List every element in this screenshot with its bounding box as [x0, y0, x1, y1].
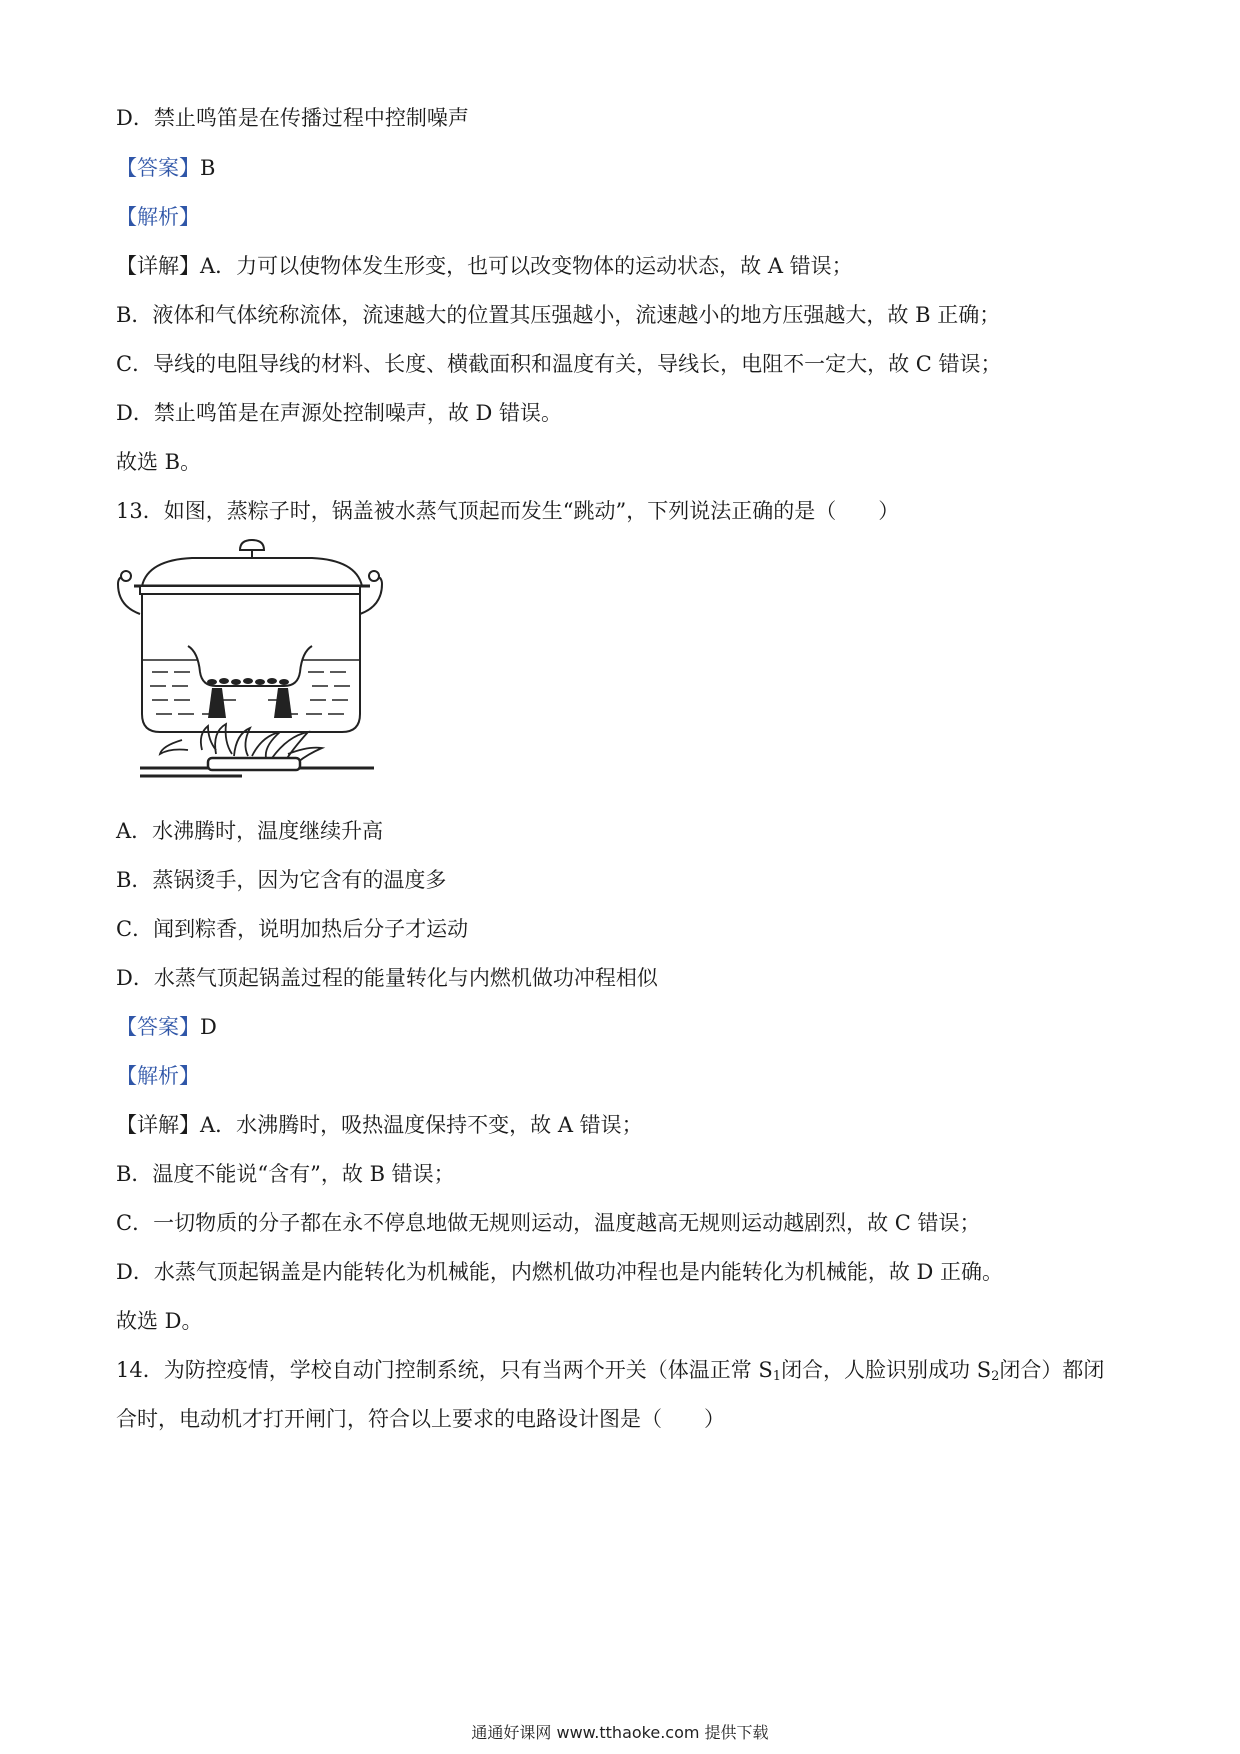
q13-option-c: C．闻到粽香，说明加热后分子才运动	[116, 917, 469, 941]
right-handle	[360, 576, 382, 614]
detail-tag: 【详解】	[116, 254, 200, 278]
zongzi	[207, 678, 289, 685]
q13-answer: D	[200, 1015, 217, 1039]
q13-analysis-tag: 【解析】	[116, 1064, 200, 1088]
q12-detail-a: A．力可以使物体发生形变，也可以改变物体的运动状态，故 A 错误；	[200, 254, 853, 278]
q13-answer-line	[116, 1013, 217, 1041]
q12-option-d: D．禁止鸣笛是在传播过程中控制噪声	[116, 106, 469, 130]
q12-detail-b: B．液体和气体统称流体，流速越大的位置其压强越小，流速越小的地方压强越大，故 B 正确；	[116, 303, 1001, 327]
answer-tag: 【答案】	[116, 1015, 200, 1039]
q14-text-c: 闭合）都闭	[999, 1358, 1105, 1382]
q14-text-a: 14．为防控疫情，学校自动门控制系统，只有当两个开关（体温正常 S	[116, 1358, 773, 1382]
q13-conclusion: 故选 D。	[116, 1309, 203, 1333]
q13-option-a: A．水沸腾时，温度继续升高	[116, 819, 384, 843]
q13-option-b: B．蒸锅烫手，因为它含有的温度多	[116, 868, 447, 892]
page-footer: 通通好课网 www.tthaoke.com 提供下载	[471, 1723, 769, 1742]
q13-detail-c: C．一切物质的分子都在永不停息地做无规则运动，温度越高无规则运动越剧烈，故 C 错误；	[116, 1211, 981, 1235]
left-handle	[118, 576, 140, 614]
q14-text-b: 闭合，人脸识别成功 S	[781, 1358, 992, 1382]
flames	[160, 724, 322, 762]
q14-question-line1	[116, 1356, 1104, 1384]
q13-option-d: D．水蒸气顶起锅盖过程的能量转化与内燃机做功冲程相似	[116, 966, 658, 990]
q13-question: 13．如图，蒸粽子时，锅盖被水蒸气顶起而发生“跳动”，下列说法正确的是（ ）	[116, 499, 900, 523]
detail-tag: 【详解】	[116, 1113, 200, 1137]
pot-body	[142, 594, 360, 732]
q13-detail-d: D．水蒸气顶起锅盖是内能转化为机械能，内燃机做功冲程也是内能转化为机械能，故 D 正确。	[116, 1260, 1004, 1284]
q12-analysis-tag: 【解析】	[116, 205, 200, 229]
q13-detail-a-line	[116, 1111, 643, 1139]
q14-question-line2: 合时，电动机才打开闸门，符合以上要求的电路设计图是（ ）	[116, 1407, 725, 1431]
s1-subscript: 1	[772, 1369, 782, 1384]
q12-conclusion: 故选 B。	[116, 450, 202, 474]
q12-detail-a-line	[116, 252, 853, 280]
q12-detail-d: D．禁止鸣笛是在声源处控制噪声，故 D 错误。	[116, 401, 563, 425]
q12-answer: B	[200, 156, 216, 180]
q12-answer-line	[116, 154, 215, 182]
steamer-pot-figure	[112, 536, 384, 780]
pot-lid	[142, 558, 362, 586]
lid-knob	[240, 540, 264, 550]
q12-detail-c: C．导线的电阻导线的材料、长度、横截面积和温度有关，导线长，电阻不一定大，故 C 错误；	[116, 352, 1002, 376]
q13-detail-a: A．水沸腾时，吸热温度保持不变，故 A 错误；	[200, 1113, 643, 1137]
q13-detail-b: B．温度不能说“含有”，故 B 错误；	[116, 1162, 455, 1186]
answer-tag: 【答案】	[116, 156, 200, 180]
burner	[140, 758, 374, 776]
basket-supports	[208, 688, 292, 718]
s2-subscript: 2	[991, 1369, 1000, 1384]
